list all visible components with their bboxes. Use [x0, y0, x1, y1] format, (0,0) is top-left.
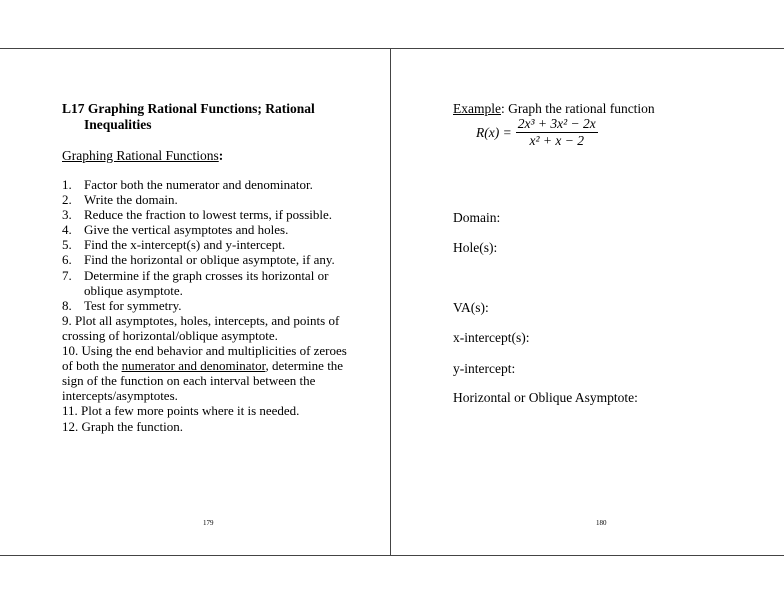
step-item-10 — [62, 343, 362, 403]
section-heading-text: Graphing Rational Functions — [62, 148, 219, 163]
holes-label: Hole(s): — [453, 240, 498, 255]
step-number: 6. — [62, 252, 72, 268]
step-item — [62, 268, 362, 298]
formula-lhs: R(x) = — [476, 124, 512, 140]
page-number-right: 180 — [596, 519, 607, 527]
domain-label: Domain: — [453, 210, 501, 225]
step-item — [62, 252, 362, 267]
step-item — [62, 207, 362, 222]
section-heading — [62, 148, 223, 164]
step-number: 5. — [62, 237, 72, 253]
step-item-12 — [62, 419, 362, 434]
step-text: 9. Plot all asymptotes, holes, intercepts, and points of — [62, 312, 340, 328]
step-text: Find the horizontal or oblique asymptote, if any. — [84, 252, 335, 268]
section-heading-colon: : — [218, 148, 224, 163]
step-text: Reduce the fraction to lowest terms, if possible. — [84, 207, 333, 223]
step-text: Write the domain. — [84, 192, 178, 208]
step-item-11 — [62, 403, 362, 418]
step-text: Determine if the graph crosses its horizontal or — [84, 267, 329, 283]
step-number: 4. — [62, 222, 72, 238]
step-text-continued: oblique asymptote. — [84, 282, 183, 298]
step-number: 8. — [62, 297, 72, 313]
step-number: 7. — [62, 267, 72, 283]
step-text-continued: crossing of horizontal/oblique asymptote. — [62, 327, 278, 343]
step-text-continued: intercepts/asymptotes. — [62, 388, 178, 404]
rational-function-formula — [476, 116, 598, 149]
step-text-continued: sign of the function on each interval between the — [62, 373, 316, 389]
page-number-left: 179 — [203, 519, 214, 527]
step-text-continued: of both the — [62, 358, 122, 374]
step-number: 1. — [62, 177, 72, 192]
title-line-1: L17 Graphing Rational Functions; Rational — [62, 101, 315, 116]
underlined-phrase: numerator and denominator — [121, 358, 266, 374]
step-text: Test for symmetry. — [84, 297, 182, 313]
y-intercept-label: y-intercept: — [453, 361, 516, 376]
page-title — [62, 101, 362, 133]
step-item — [62, 192, 362, 207]
formula-fraction — [516, 116, 598, 149]
x-intercepts-label: x-intercept(s): — [453, 330, 530, 345]
step-item-9 — [62, 313, 362, 343]
step-text: Give the vertical asymptotes and holes. — [84, 222, 289, 238]
formula-numerator: 2x³ + 3x² − 2x — [517, 116, 596, 131]
example-text: : Graph the rational function — [500, 101, 655, 116]
asymptote-label: Horizontal or Oblique Asymptote: — [453, 390, 638, 405]
step-item — [62, 222, 362, 237]
top-border — [0, 48, 784, 49]
step-number: 2. — [62, 192, 72, 208]
example-heading — [453, 101, 655, 117]
step-item — [62, 298, 362, 313]
step-text-continued: , determine the — [265, 358, 344, 374]
step-text: 11. Plot a few more points where it is needed. — [62, 403, 300, 419]
title-line-2: Inequalities — [84, 117, 152, 132]
vertical-asymptotes-label: VA(s): — [453, 300, 489, 315]
steps-list — [62, 177, 362, 434]
step-item — [62, 237, 362, 252]
step-text: 12. Graph the function. — [62, 418, 183, 434]
formula-denominator: x² + x − 2 — [529, 133, 584, 148]
step-item — [62, 177, 362, 192]
example-label: Example — [453, 101, 501, 116]
step-number: 3. — [62, 207, 72, 223]
step-text: Factor both the numerator and denominator. — [84, 177, 313, 192]
step-text: Find the x-intercept(s) and y-intercept. — [84, 237, 286, 253]
bottom-border — [0, 555, 784, 556]
step-text: 10. Using the end behavior and multiplicities of zeroes — [62, 343, 347, 359]
